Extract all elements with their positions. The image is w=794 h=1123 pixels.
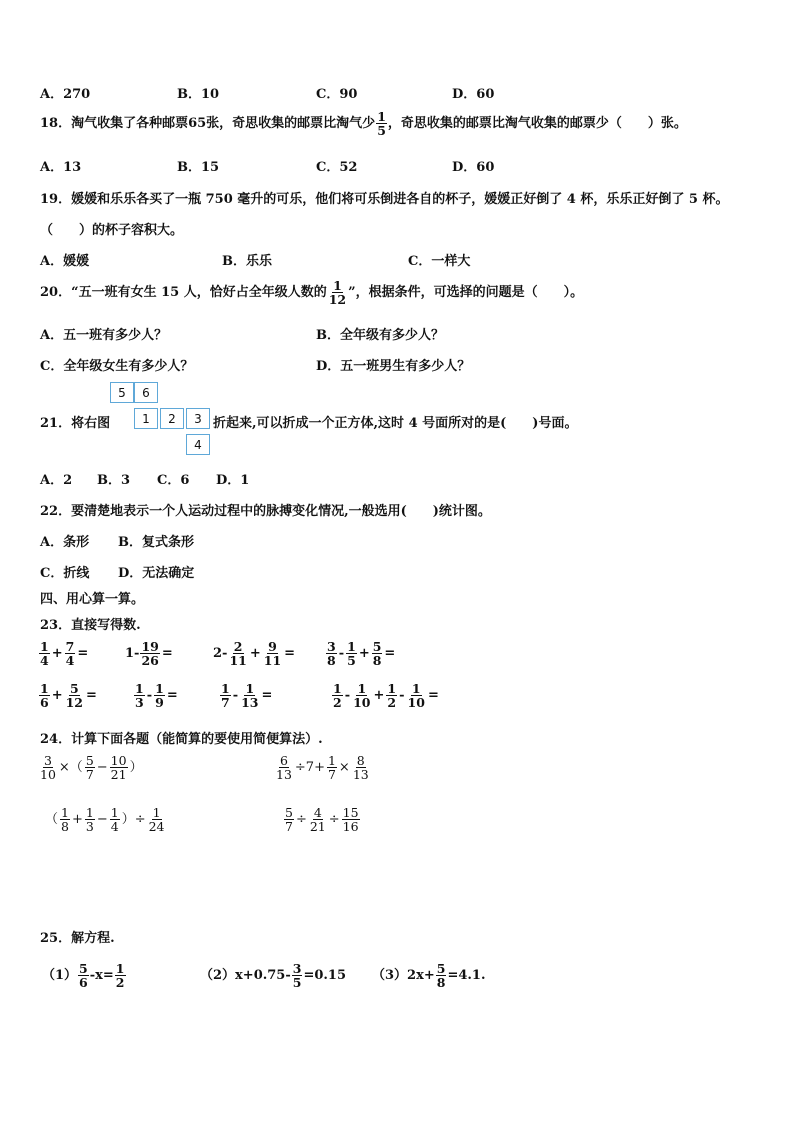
operator: - <box>344 688 351 704</box>
denominator: 8 <box>327 653 336 669</box>
numerator: 10 <box>110 753 127 768</box>
denominator: 5 <box>377 123 386 139</box>
numerator: 19 <box>141 639 159 654</box>
expression <box>325 640 396 667</box>
fraction <box>140 640 159 667</box>
option-a: A．2 <box>40 473 73 488</box>
question-text: ，奇思收集的邮票比淘气收集的邮票少（ ）张。 <box>387 116 687 132</box>
option-d: D．五一班男生有多少人？ <box>316 359 471 374</box>
numerator: 1 <box>40 681 49 696</box>
numerator: 1 <box>387 681 397 696</box>
option-d: D．无法确定 <box>118 566 195 581</box>
section-heading: 四、用心算一算。 <box>40 592 145 607</box>
denominator: 10 <box>40 767 56 783</box>
option-c: C．6 <box>157 473 190 488</box>
denominator: 8 <box>61 819 69 835</box>
numerator: 1 <box>40 639 49 654</box>
equation-1 <box>42 962 127 989</box>
option-a: A．条形 <box>40 535 90 550</box>
expression <box>133 682 179 709</box>
denominator: 11 <box>229 653 247 669</box>
expression <box>213 640 296 667</box>
numerator: 1 <box>347 639 356 654</box>
fraction <box>346 640 357 667</box>
operator: = <box>427 688 439 704</box>
expression <box>274 754 371 781</box>
denominator: 5 <box>292 975 302 991</box>
equation-text: -x= <box>89 968 114 984</box>
fraction <box>60 806 70 833</box>
numerator: 1 <box>221 681 230 696</box>
denominator: 21 <box>309 819 326 835</box>
question-19-cont: （ ）的杯子容积大。 <box>40 223 184 238</box>
numerator: 1 <box>115 961 125 976</box>
question-21-prefix: 21．将右图 <box>40 416 111 431</box>
expression <box>219 682 273 709</box>
operator: 2- <box>213 646 228 662</box>
equation-text: =4.1. <box>447 968 486 984</box>
option-b: B．15 <box>177 160 220 175</box>
denominator: 7 <box>327 767 336 783</box>
denominator: 10 <box>353 695 371 711</box>
option-b: B．3 <box>97 473 131 488</box>
option-a: A．五一班有多少人？ <box>40 328 168 343</box>
fraction <box>134 682 145 709</box>
denominator: 7 <box>85 767 94 783</box>
operator: （ <box>45 812 59 828</box>
question-23: 23．直接写得数. <box>40 618 141 633</box>
numerator: 3 <box>292 961 302 976</box>
fraction <box>240 682 259 709</box>
question-text: ”，根据条件，可选择的问题是（ ）。 <box>348 285 584 301</box>
net-cell: 5 <box>110 382 134 403</box>
option-a: A．媛媛 <box>40 254 90 269</box>
fraction <box>228 640 247 667</box>
fraction <box>263 640 282 667</box>
fraction <box>328 279 347 306</box>
fraction <box>65 640 76 667</box>
denominator: 9 <box>155 695 164 711</box>
denominator: 26 <box>141 653 159 669</box>
operator: + <box>358 646 370 662</box>
operator: = <box>261 688 273 704</box>
denominator: 4 <box>110 819 119 835</box>
numerator: 1 <box>152 805 161 820</box>
fraction <box>284 806 294 833</box>
numerator: 1 <box>357 681 367 696</box>
denominator: 13 <box>352 767 369 783</box>
operator: + <box>373 688 385 704</box>
operator: − <box>96 812 108 828</box>
denominator: 3 <box>135 695 144 711</box>
operator: - <box>338 646 345 662</box>
fraction <box>326 640 337 667</box>
fraction <box>376 110 387 137</box>
operator: ÷7+ <box>294 760 325 776</box>
operator: ÷ <box>328 812 340 828</box>
fraction <box>220 682 231 709</box>
option-d: D．60 <box>452 160 495 175</box>
expression <box>44 806 167 833</box>
option-b: B．复式条形 <box>118 535 194 550</box>
numerator: 5 <box>79 961 88 976</box>
equation-text: =0.15 <box>303 968 347 984</box>
net-cell: 2 <box>160 408 184 429</box>
operator: = <box>86 688 97 704</box>
expression <box>331 682 440 709</box>
numerator: 8 <box>356 753 365 768</box>
expression <box>125 640 174 667</box>
fraction <box>115 962 126 989</box>
fraction <box>342 806 360 833</box>
equation-text: （3）2x+ <box>372 968 435 984</box>
fraction <box>292 962 303 989</box>
denominator: 4 <box>65 653 75 669</box>
fraction <box>85 754 95 781</box>
operator: = <box>77 646 89 662</box>
fraction <box>39 640 50 667</box>
operator: ×（ <box>58 760 83 776</box>
fraction <box>39 754 57 781</box>
numerator: 1 <box>61 805 69 820</box>
fraction <box>154 682 165 709</box>
operator: × <box>338 760 350 776</box>
numerator: 7 <box>65 639 75 654</box>
fraction <box>275 754 293 781</box>
numerator: 5 <box>436 961 446 976</box>
denominator: 21 <box>110 767 127 783</box>
question-18 <box>40 110 687 137</box>
numerator: 5 <box>69 681 79 696</box>
option-c: C．一样大 <box>408 254 471 269</box>
numerator: 9 <box>268 639 277 654</box>
denominator: 7 <box>285 819 293 835</box>
numerator: 1 <box>135 681 144 696</box>
denominator: 12 <box>65 695 84 711</box>
operator: ）÷ <box>121 812 146 828</box>
operator: - <box>232 688 239 704</box>
expression <box>283 806 361 833</box>
numerator: 1 <box>327 753 336 768</box>
fraction <box>436 962 447 989</box>
fraction <box>352 682 371 709</box>
question-25: 25．解方程. <box>40 931 115 946</box>
denominator: 2 <box>115 975 125 991</box>
numerator: 15 <box>342 805 359 820</box>
operator: - <box>146 688 153 704</box>
denominator: 13 <box>241 695 259 711</box>
fraction <box>309 806 327 833</box>
numerator: 4 <box>313 805 322 820</box>
numerator: 3 <box>327 639 336 654</box>
operator: + <box>51 688 63 704</box>
equation-3 <box>372 962 485 989</box>
operator: + <box>71 812 83 828</box>
operator: 1- <box>125 646 140 662</box>
numerator: 1 <box>411 681 421 696</box>
option-a: A．13 <box>40 160 82 175</box>
numerator: 1 <box>245 681 255 696</box>
denominator: 12 <box>328 292 347 308</box>
net-cell: 6 <box>134 382 158 403</box>
fraction <box>386 682 397 709</box>
fraction <box>372 640 383 667</box>
denominator: 6 <box>79 975 88 991</box>
denominator: 7 <box>221 695 230 711</box>
option-b: B．乐乐 <box>222 254 272 269</box>
denominator: 8 <box>436 975 446 991</box>
numerator: 1 <box>155 681 164 696</box>
expression <box>38 640 89 667</box>
operator: ） <box>129 760 143 776</box>
expression <box>38 682 98 709</box>
numerator: 6 <box>279 753 288 768</box>
expression <box>38 754 144 781</box>
denominator: 10 <box>407 695 425 711</box>
denominator: 4 <box>40 653 49 669</box>
denominator: 11 <box>263 653 282 669</box>
fraction <box>332 682 343 709</box>
fraction <box>65 682 84 709</box>
question-19: 19．媛媛和乐乐各买了一瓶 750 毫升的可乐，他们将可乐倒进各自的杯子，媛媛正好倒了 4 杯，乐乐正好倒了 5 杯。 <box>40 192 729 207</box>
numerator: 1 <box>377 109 386 124</box>
question-text: 18．淘气收集了各种邮票65张，奇思收集的邮票比淘气少 <box>40 116 376 132</box>
operator: = <box>284 646 296 662</box>
fraction <box>407 682 426 709</box>
operator: = <box>384 646 396 662</box>
denominator: 8 <box>372 653 382 669</box>
equation-2 <box>200 962 346 989</box>
question-22: 22．要清楚地表示一个人运动过程中的脉搏变化情况,一般选用( )统计图。 <box>40 504 491 519</box>
fraction <box>78 962 89 989</box>
numerator: 1 <box>333 278 342 293</box>
numerator: 3 <box>43 753 52 768</box>
option-b: B．全年级有多少人？ <box>316 328 444 343</box>
denominator: 13 <box>276 767 292 783</box>
fraction <box>39 682 50 709</box>
option-a: A．270 <box>40 87 91 102</box>
numerator: 2 <box>233 639 243 654</box>
numerator: 5 <box>285 805 293 820</box>
denominator: 6 <box>40 695 49 711</box>
operator: = <box>166 688 178 704</box>
fraction <box>148 806 166 833</box>
option-c: C．52 <box>316 160 358 175</box>
option-c: C．折线 <box>40 566 90 581</box>
numerator: 1 <box>333 681 342 696</box>
option-d: D．1 <box>216 473 250 488</box>
operator: = <box>161 646 173 662</box>
net-cell: 3 <box>186 408 210 429</box>
operator: + <box>249 646 261 662</box>
operator: - <box>399 688 405 704</box>
numerator: 1 <box>85 805 94 820</box>
numerator: 5 <box>372 639 382 654</box>
denominator: 2 <box>333 695 342 711</box>
numerator: 1 <box>110 805 119 820</box>
question-20 <box>40 279 583 306</box>
fraction <box>352 754 370 781</box>
denominator: 16 <box>342 819 359 835</box>
option-c: C．90 <box>316 87 358 102</box>
denominator: 2 <box>387 695 397 711</box>
fraction <box>85 806 95 833</box>
denominator: 3 <box>85 819 94 835</box>
operator: − <box>96 760 108 776</box>
denominator: 5 <box>347 653 356 669</box>
operator: ÷ <box>295 812 307 828</box>
equation-text: （2）x+0.75- <box>200 968 291 984</box>
option-d: D．60 <box>452 87 495 102</box>
option-c: C．全年级女生有多少人？ <box>40 359 194 374</box>
operator: + <box>51 646 63 662</box>
equation-label: （1） <box>42 968 78 984</box>
question-21-text: 折起来,可以折成一个正方体,这时 4 号面所对的是( )号面。 <box>213 416 578 431</box>
numerator: 5 <box>85 753 94 768</box>
option-b: B．10 <box>177 87 220 102</box>
net-cell: 1 <box>134 408 158 429</box>
fraction <box>327 754 337 781</box>
question-text: 20．“五一班有女生 15 人，恰好占全年级人数的 <box>40 285 327 301</box>
fraction <box>110 754 128 781</box>
fraction <box>110 806 120 833</box>
denominator: 24 <box>148 819 165 835</box>
net-cell: 4 <box>186 434 210 455</box>
question-24: 24．计算下面各题（能简算的要使用简便算法）. <box>40 732 323 747</box>
